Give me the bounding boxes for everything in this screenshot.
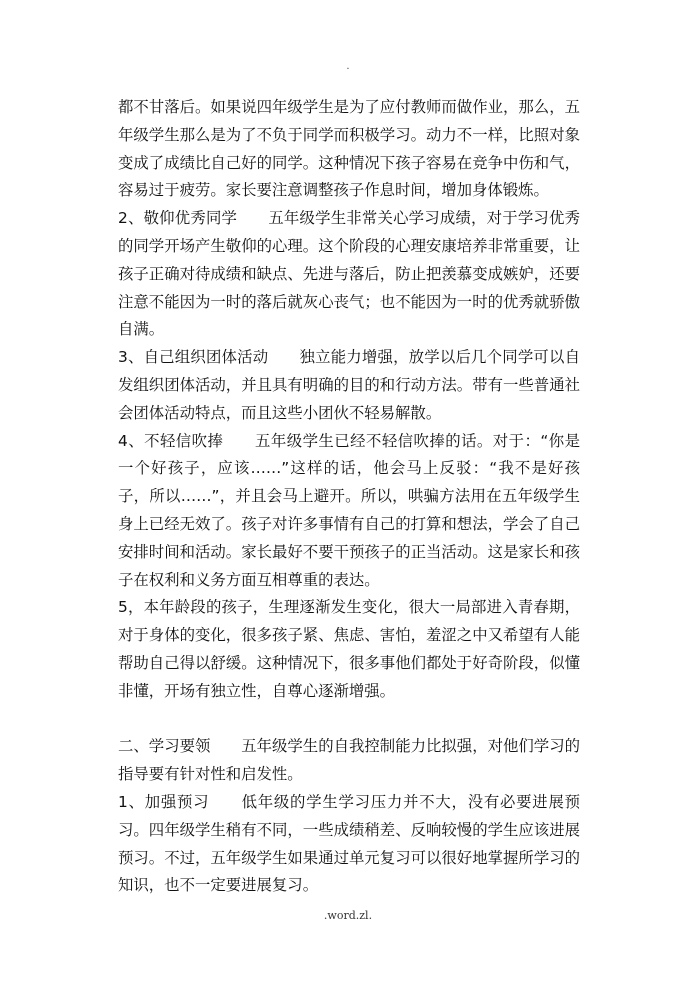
paragraph-spacer (118, 706, 580, 734)
document-body (118, 94, 580, 900)
paragraph-admire-excellent-classmates: 2、敬仰优秀同学 五年级学生非常关心学习成绩，对于学习优秀的同学开场产生敬仰的心理。这个阶段的心理安康培养非常重要，让孩子正确对待成绩和缺点、先进与落后，防止把羡慕变成嫉妒，还要注意不能因为一时的落后就灰心丧气；也不能因为一时的优秀就骄傲自满。 (118, 209, 580, 339)
page-header-mark: . (346, 61, 350, 72)
paragraph-organize-group-activities: 3、自己组织团体活动 独立能力增强，放学以后几个同学可以自发组织团体活动，并且具有明确的目的和行动方法。带有一些普通社会团体活动特点，而且这些小团伙不轻易解散。 (118, 348, 580, 422)
paragraph-physiological-changes: 5，本年龄段的孩子，生理逐渐发生变化，很大一局部进入青春期，对于身体的变化，很多孩子紧、焦虑、害怕，羞涩之中又希望有人能帮助自己得以舒缓。这种情况下，很多事他们都处于好奇阶段，似懂非懂，开场有独立性，自尊心逐渐增强。 (118, 598, 580, 700)
paragraph-strengthen-preview: 1、加强预习 低年级的学生学习压力并不大，没有必要进展预习。四年级学生稍有不同，一些成绩稍差、反响较慢的学生应该进展预习。不过，五年级学生如果通过单元复习可以很好地掌握所学习的知识，也不一定要进展复习。 (118, 792, 580, 895)
page-footer: .word.zl. (323, 909, 373, 922)
paragraph-intro-continued: 都不甘落后。如果说四年级学生是为了应付教师而做作业，那么，五年级学生那么是为了不负于同学而积极学习。动力不一样，比照对象变成了成绩比自己好的同学。这种情况下孩子容易在竞争中伤和气，容易过于疲劳。家长要注意调整孩子作息时间，增加身体锻炼。 (118, 98, 580, 200)
paragraph-not-trust-flattery: 4、不轻信吹捧 五年级学生已经不轻信吹捧的话。对于：“你是一个好孩子，应该……”这样的话，他会马上反驳：“我不是好孩子，所以……”，并且会马上避开。所以，哄骗方法用在五年级学生身上已经无效了。孩子对许多事情有自己的打算和想法，学会了自己安排时间和活动。家长最好不要干预孩子的正当活动。这是家长和孩子在权利和义务方面互相尊重的表达。 (118, 431, 580, 589)
paragraph-study-essentials-heading: 二、学习要领 五年级学生的自我控制能力比拟强，对他们学习的指导要有针对性和启发性。 (118, 737, 580, 784)
